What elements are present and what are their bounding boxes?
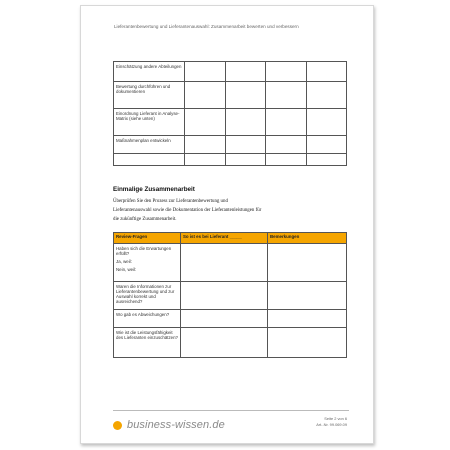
table-row [114, 310, 347, 328]
column-header: Review-Fragen [114, 233, 181, 244]
footer-meta [316, 416, 347, 428]
intro-line: Überprüfen Sie den Prozess zur Lieferantenbewertung und [113, 199, 228, 204]
page-header: Lieferantenbewertung und Lieferantenauswahl: Zusammenarbeit bewerten und verbessern [114, 24, 299, 29]
document-page [80, 5, 374, 444]
table-row [114, 62, 347, 82]
question-text: Wie ist die Leistungsfähigkeit des Lieferanten einzuschätzen? [114, 328, 181, 358]
process-table [113, 61, 347, 166]
column-header: Bemerkungen [268, 233, 347, 244]
table-row [114, 244, 347, 282]
table-row [114, 154, 347, 166]
table-row [114, 136, 347, 154]
brand-logo [113, 419, 225, 431]
row-label: Einschätzung andere Abteilungen [114, 62, 185, 82]
page-number: Seite 2 von 6 [324, 416, 347, 421]
intro-line: die zukünftige Zusammenarbeit. [113, 217, 177, 223]
footer-divider [113, 410, 349, 411]
answer-yes: Ja, weil: [116, 259, 132, 264]
intro-line: Lieferantenauswahl sowie die Dokumentation der Lieferantenleistungen für [113, 208, 262, 214]
question-text: Wo gab es Abweichungen? [114, 310, 181, 328]
row-label: Maßnahmenplan entwickeln [114, 136, 185, 154]
table-row [114, 282, 347, 310]
logo-dot-icon [113, 421, 122, 430]
row-label: Bewertung durchführen und dokumentieren [114, 82, 185, 109]
row-label [114, 154, 185, 166]
table-row [114, 82, 347, 109]
review-table [113, 232, 347, 358]
section-intro [113, 197, 343, 225]
column-header: So ist es bei Lieferant _____ [181, 233, 268, 244]
row-label: Einordnung Lieferant in Analyse-Matrix (siehe unten) [114, 109, 185, 136]
question-cell [114, 244, 181, 282]
question-text: Waren die Informationen zur Lieferantenbewertung und zur Auswahl korrekt und ausreichend? [114, 282, 181, 310]
question-text: Haben sich die Erwartungen erfüllt? [116, 246, 172, 256]
table-row [114, 328, 347, 358]
answer-no: Nein, weil: [116, 267, 137, 272]
table-header-row [114, 233, 347, 244]
article-number: Art.-Nr. 99.069.09 [316, 422, 347, 427]
logo-text: business-wissen.de [127, 419, 225, 431]
section-title: Einmalige Zusammenarbeit [113, 186, 195, 193]
table-row [114, 109, 347, 136]
